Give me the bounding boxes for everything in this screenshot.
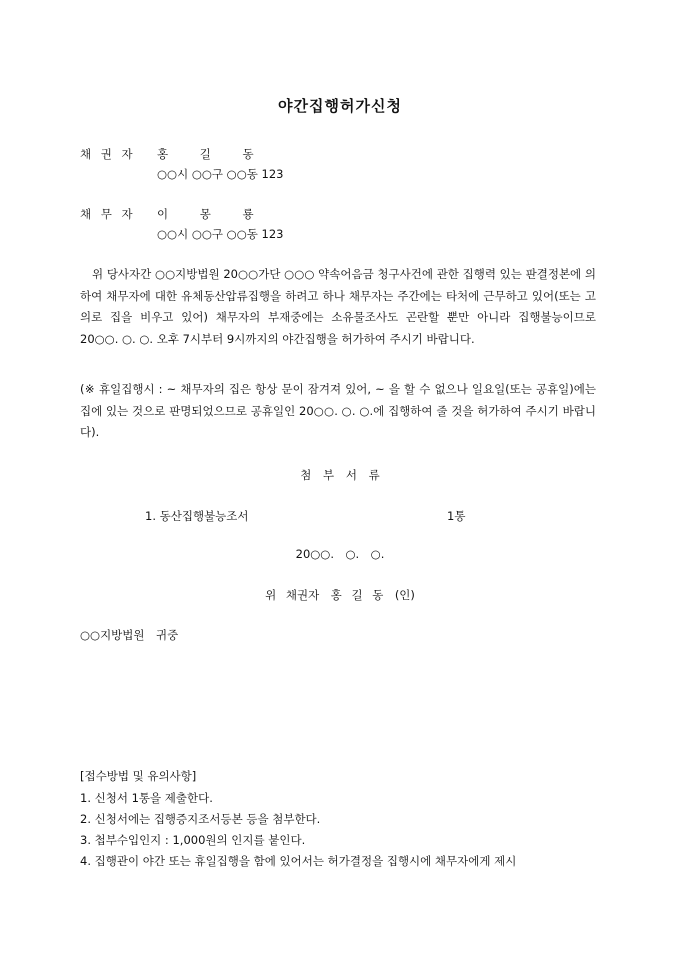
document-title: 야간집행허가신청 [278, 97, 402, 115]
application-body: 위 당사자간 ○○지방법원 20○○가단 ○○○ 약속어음금 청구사건에 관한 집행력 있는 판결정본에 의하여 채무자에 대한 유체동산압류집행을 하려고 하나 채무자는 주간에는 타처에 근무하고 있어(또는 고의로 집을 비우고 있어) 채무자의 부재중에는 소유물조사도 곤란할 뿐만 아니라 집행불능이므로 20○○. ○. ○. 오후 7시부터 9시까지의 야간집행을 허가하여 주시기 바랍니다. [80, 267, 596, 346]
instruction-item: 4. 집행관이 야간 또는 휴일집행을 함에 있어서는 허가결정을 집행시에 채무자에게 제시 [80, 854, 517, 868]
creditor-address: ○○시 ○○구 ○○동 123 [157, 167, 284, 181]
instruction-item: 3. 첩부수입인지 : 1,000원의 인지를 붙인다. [80, 833, 306, 847]
application-date: 20○○. ○. ○. [295, 547, 385, 561]
attachments-heading: 첨 부 서 류 [300, 468, 380, 482]
instruction-item: 1. 신청서 1통을 제출한다. [80, 791, 213, 805]
creditor-label: 채 권 자 [80, 147, 136, 161]
creditor-name: 홍 길 동 [157, 147, 254, 161]
debtor-address: ○○시 ○○구 ○○동 123 [157, 227, 284, 241]
attachment-item-count: 1통 [447, 509, 466, 523]
debtor-label: 채 무 자 [80, 207, 136, 221]
attachment-item-label: 1. 동산집행불능조서 [145, 509, 249, 523]
debtor-name: 이 몽 룡 [157, 207, 254, 221]
instructions-heading: [접수방법 및 유의사항] [80, 769, 197, 783]
instruction-item: 2. 신청서에는 집행증지조서등본 등을 첨부한다. [80, 812, 321, 826]
signature-line: 위 채권자 홍 길 동 (인) [265, 588, 415, 602]
holiday-note: (※ 휴일집행시 : ~ 채무자의 집은 항상 문이 잠겨져 있어, ~ 을 할 수 없으나 일요일(또는 공휴일)에는 집에 있는 것으로 판명되었으므로 공휴일인 20○○. ○. ○.에 집행하여 줄 것을 허가하여 주시기 바랍니다). [80, 382, 596, 439]
court-addressee: ○○지방법원 귀중 [80, 628, 179, 642]
